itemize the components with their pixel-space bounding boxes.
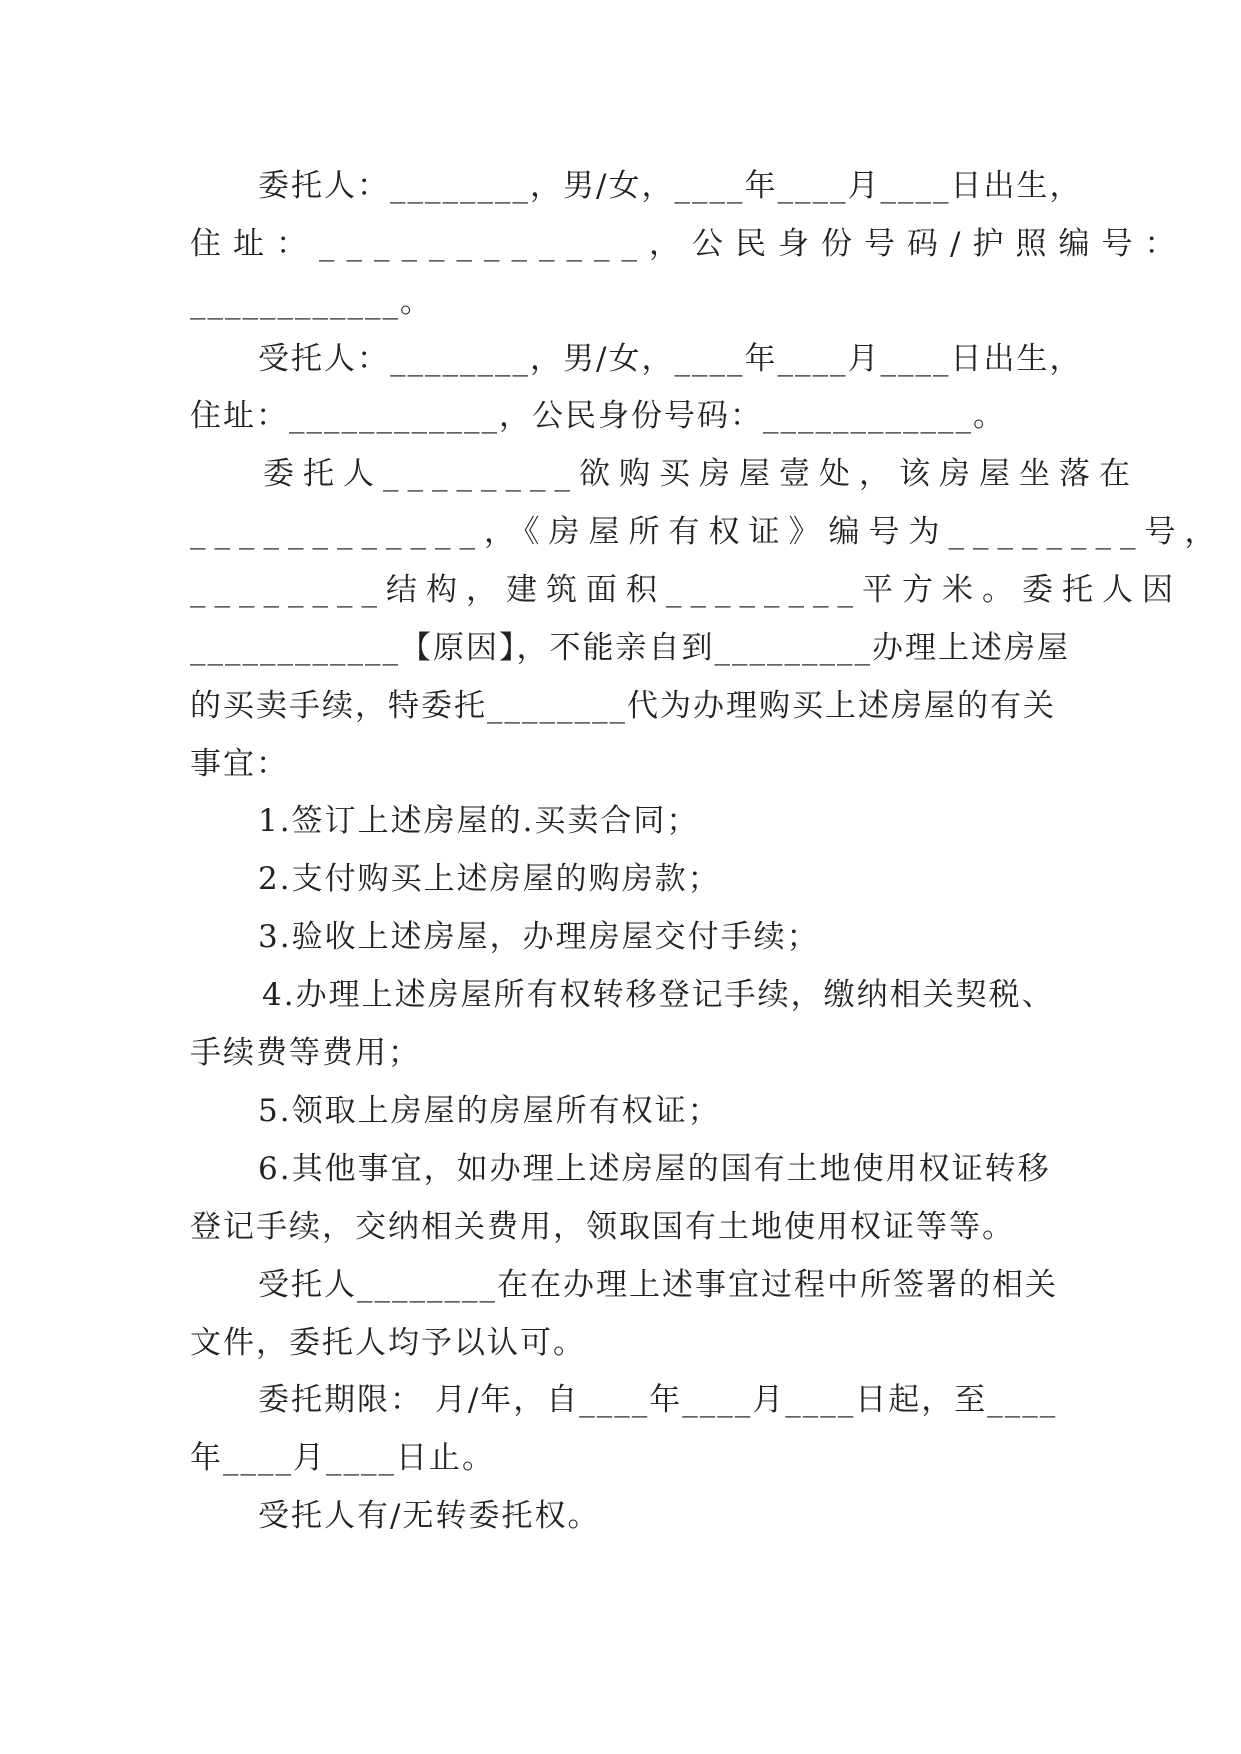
subdelegation-line: 受托人有/无转委托权。: [258, 1498, 601, 1534]
authorized-item-1: 1.签订上述房屋的.买卖合同；: [258, 803, 700, 839]
house-description-line-1: 委托人________欲购买房屋壹处，该房屋坐落在: [263, 456, 1139, 492]
authorized-item-4-line-2: 手续费等费用；: [190, 1035, 421, 1071]
authorized-item-5: 5.领取上房屋的房屋所有权证；: [258, 1093, 721, 1129]
authorized-item-4-line-1: 4.办理上述房屋所有权转移登记手续，缴纳相关契税、: [262, 977, 1055, 1013]
agent-info-line-2: 住址：____________，公民身份号码：____________。: [190, 398, 1006, 434]
principal-info-line-1: 委托人：________，男/女，____年____月____日出生，: [258, 168, 1083, 204]
recognition-line-2: 文件，委托人均予以认可。: [190, 1325, 586, 1361]
principal-info-line-3: ____________。: [190, 284, 433, 320]
house-description-line-5: 的买卖手续，特委托________代为办理购买上述房屋的有关: [190, 688, 1056, 724]
house-description-line-2: ____________，《房屋所有权证》编号为________号，: [190, 514, 1225, 550]
authorized-item-6-line-1: 6.其他事宜，如办理上述房屋的国有土地使用权证转移: [258, 1151, 1051, 1187]
authorized-item-2: 2.支付购买上述房屋的购房款；: [258, 861, 721, 897]
term-line-1: 委托期限： 月/年，自____年____月____日起，至____: [258, 1382, 1058, 1418]
term-line-2: 年____月____日止。: [190, 1440, 495, 1476]
house-description-line-3: ________结构，建筑面积________平方米。委托人因: [190, 572, 1182, 608]
authorized-item-6-line-2: 登记手续，交纳相关费用，领取国有土地使用权证等等。: [190, 1209, 1015, 1245]
agent-info-line-1: 受托人：________，男/女，____年____月____日出生，: [258, 341, 1083, 377]
house-description-line-4: ____________【原因】，不能亲自到_________办理上述房屋: [190, 630, 1070, 666]
recognition-line-1: 受托人________在在办理上述事宜过程中所签署的相关: [258, 1267, 1058, 1303]
principal-info-line-2: 住址：____________，公民身份号码/护照编号：: [190, 226, 1188, 262]
authorized-item-3: 3.验收上述房屋，办理房屋交付手续；: [258, 919, 820, 955]
house-description-line-6: 事宜：: [190, 746, 289, 782]
